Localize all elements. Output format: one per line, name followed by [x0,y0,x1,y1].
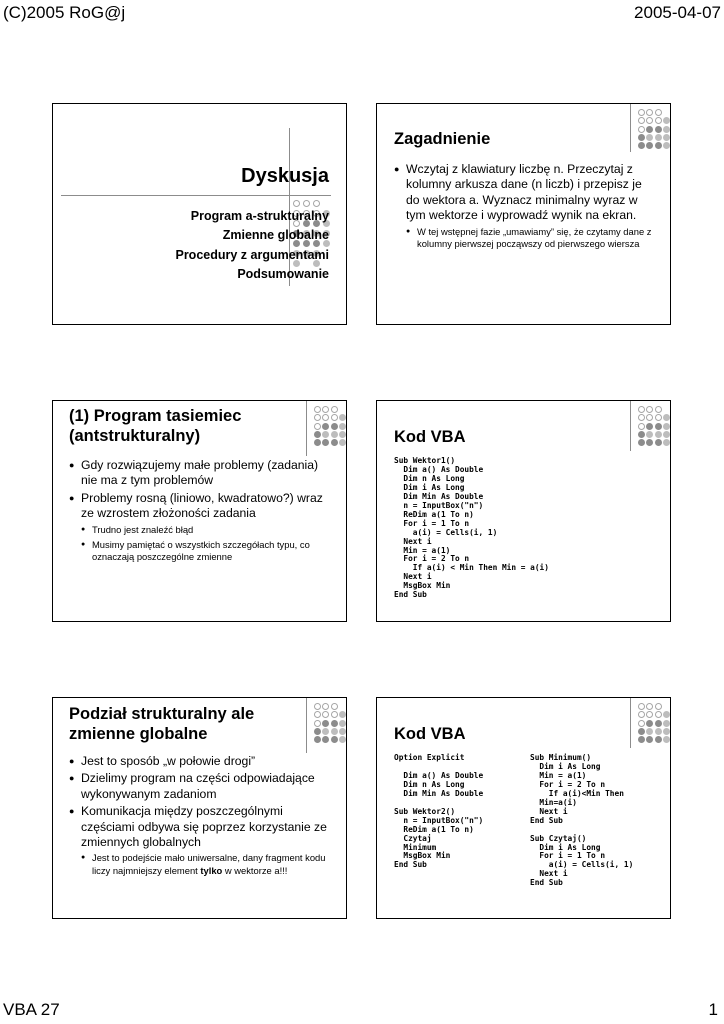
decorative-dot [314,439,321,446]
decorative-dot [646,142,653,149]
decorative-dot [339,423,346,430]
decorative-dot [331,736,338,743]
page-header-right: 2005-04-07 [634,3,721,22]
decorative-dot-grid [314,406,345,445]
decorative-dot [322,720,329,727]
decorative-dot [663,423,670,430]
decorative-dot [655,423,662,430]
decorative-dot [655,117,662,124]
decorative-dot [638,728,645,735]
decorative-dot [638,736,645,743]
slide-title-line: (1) Program tasiemiec [69,407,242,425]
decorative-dot [638,117,645,124]
decorative-dot [331,703,338,710]
decorative-dot [655,126,662,133]
decorative-dot [646,431,653,438]
decorative-dot [663,117,670,124]
decorative-dot [339,414,346,421]
decorative-dot [322,439,329,446]
decorative-dot [655,406,662,413]
decorative-dot [638,423,645,430]
decorative-dot [331,711,338,718]
decorative-dot [646,439,653,446]
page-header-left: (C)2005 RoG@j [3,3,126,22]
bullet-list [69,458,333,566]
decorative-dot [646,406,653,413]
agenda-item: Program a-strukturalny [190,209,329,223]
decorative-dot [331,431,338,438]
sub-bullet-list [81,852,333,876]
decorative-dot [322,406,329,413]
decorative-dot [638,703,645,710]
decorative-dot [331,728,338,735]
decorative-dot [646,134,653,141]
decorative-dot [655,720,662,727]
agenda-item: Zmienne globalne [222,228,329,243]
decorative-dot [663,431,670,438]
decorative-dot [663,736,670,743]
slide-title: Zagadnienie [394,130,491,148]
decorative-dot [331,720,338,727]
slide-title: Dyskusja [241,165,329,187]
decorative-dot [314,703,321,710]
decorative-dot [663,414,670,421]
decorative-dot [663,720,670,727]
bullet-item: ● Dzielimy program na części odpowiadające wykonywanym zadaniom [69,771,333,802]
decorative-dot [655,711,662,718]
decorative-dot [663,134,670,141]
code-block: Sub Wektor1() Dim a() As Double Dim n As Long Dim i As Long Dim Min As Double n = InputBox("n") ReDim a(1 To n) For i = 1 To n a(i) = Cells(i, 1) Next i Min = a(1) For i = 2 To n If a(i) < Min Then Min = a(i) Next i MsgBox Min End Sub [394,456,549,600]
emphasis-text: tylko [200,864,223,876]
decorative-dot [322,431,329,438]
decorative-dot-grid [638,703,669,742]
sub-bullet-item: ● Musimy pamiętać o wszystkich szczegółach typu, co oznaczają poszczególne zmienne [81,539,333,563]
decorative-dot [339,703,346,710]
decorative-dot [322,711,329,718]
decorative-dot-grid [314,703,345,742]
decorative-dot [314,728,321,735]
decorative-dot [339,720,346,727]
code-block-left: Option Explicit Dim a() As Double Dim n As Long Dim Min As Double Sub Wektor2() n = InputBox("n") ReDim a(1 To n) Czytaj Minimum MsgBox Min End Sub [394,753,484,870]
decorative-dot [322,414,329,421]
bullet-text: Komunikacja między poszczególnymi częściami odbywa się poprzez korzystanie ze zmiennych globalnych [81,804,327,850]
sub-bullet-item: ● W tej wstępnej fazie „umawiamy” się, że czytamy dane z kolumny pierwszej począwszy od pierwszego wiersza [406,226,654,250]
decorative-dot [303,200,310,207]
decorative-dot [638,414,645,421]
decorative-dot [339,406,346,413]
agenda-item: Procedury z argumentami [175,247,329,262]
decorative-dot [638,711,645,718]
slide-divider-vertical [630,104,631,152]
bullet-item: ● Jest to sposób „w połowie drogi” [69,754,333,769]
decorative-dot [331,414,338,421]
decorative-dot [663,126,670,133]
bullet-list [394,162,654,253]
decorative-dot [339,736,346,743]
decorative-dot [314,736,321,743]
slide-title [69,704,254,744]
decorative-dot [638,142,645,149]
decorative-dot [655,736,662,743]
sub-bullet-list [406,226,654,250]
bullet-item: ● Gdy rozwiązujemy małe problemy (zadania) nie ma z tym problemów [69,458,333,489]
decorative-dot [663,728,670,735]
slide-6-kod-vba [376,697,671,919]
decorative-dot [638,134,645,141]
decorative-dot [638,439,645,446]
slide-divider-vertical [306,401,307,456]
decorative-dot [314,414,321,421]
bullet-item [69,491,333,563]
decorative-dot [638,720,645,727]
decorative-dot [314,423,321,430]
agenda-list [175,207,329,285]
decorative-dot-grid [638,109,669,148]
decorative-dot [339,431,346,438]
decorative-dot [655,109,662,116]
decorative-dot [314,711,321,718]
decorative-dot [655,728,662,735]
decorative-dot [646,126,653,133]
decorative-dot [339,728,346,735]
decorative-dot [655,414,662,421]
decorative-dot [646,414,653,421]
decorative-dot [646,720,653,727]
decorative-dot [638,406,645,413]
slide-4-kod-vba [376,400,671,622]
decorative-dot [322,423,329,430]
decorative-dot [663,142,670,149]
slide-1-dyskusja [52,103,347,325]
decorative-dot [322,703,329,710]
decorative-dot [339,711,346,718]
bullet-text: Wczytaj z klawiatury liczbę n. Przeczytaj z kolumny arkusza dane (n liczb) i przepisz je do wektora a. Wyznacz minimalny wyraz w tym wektorze i wyprowadź wynik na ekran. [406,162,642,223]
decorative-dot [663,711,670,718]
decorative-dot [314,431,321,438]
decorative-dot [323,200,330,207]
decorative-dot [646,109,653,116]
decorative-dot [339,439,346,446]
bullet-text: Problemy rosną (liniowo, kwadratowo?) wraz ze wzrostem złożoności zadania [81,490,323,521]
decorative-dot [663,109,670,116]
decorative-dot [646,117,653,124]
decorative-dot [646,736,653,743]
slide-title: Kod VBA [394,428,466,446]
slide-title-line: Podział strukturalny ale [69,705,255,723]
slide-divider-vertical [630,401,631,451]
decorative-dot [655,142,662,149]
code-block-right: Sub Minimum() Dim i As Long Min = a(1) For i = 2 To n If a(i)<Min Then Min=a(i) Next i End Sub Sub Czytaj() Dim i As Long For i = 1 To n a(i) = Cells(i, 1) Next i End Sub [530,753,634,888]
decorative-dot [655,431,662,438]
slide-divider-vertical [630,698,631,748]
sub-bullet-item [81,852,333,876]
decorative-dot [313,200,320,207]
slide-5-podzial-strukturalny [52,697,347,919]
page-footer-left: VBA 27 [3,1000,60,1019]
slide-divider-horizontal [61,195,331,196]
bullet-item [69,804,333,877]
decorative-dot [638,109,645,116]
sub-bullet-text: w wektorze a!!! [222,864,288,876]
slide-divider-vertical [306,698,307,753]
decorative-dot [646,423,653,430]
bullet-list [69,754,333,880]
sub-bullet-list [81,524,333,564]
bullet-item [394,162,654,250]
decorative-dot [331,423,338,430]
sub-bullet-text: Jest to podejście mało uniwersalne, dany fragment kodu liczy najmniejszy element [92,852,326,876]
decorative-dot [646,703,653,710]
decorative-dot [322,736,329,743]
decorative-dot [655,439,662,446]
decorative-dot [646,711,653,718]
decorative-dot [638,126,645,133]
slide-title: Kod VBA [394,725,466,743]
decorative-dot [663,406,670,413]
decorative-dot [655,134,662,141]
decorative-dot [331,439,338,446]
decorative-dot [663,439,670,446]
decorative-dot [322,728,329,735]
agenda-item: Podsumowanie [237,267,329,282]
decorative-dot [314,720,321,727]
decorative-dot [655,703,662,710]
decorative-dot-grid [638,406,669,445]
page-footer-right: 1 [708,1000,718,1019]
slide-title-line: (antstrukturalny) [69,427,201,445]
slide-2-zagadnienie [376,103,671,325]
slide-title-line: zmienne globalne [69,725,208,743]
decorative-dot [646,728,653,735]
decorative-dot [663,703,670,710]
slide-title [69,406,241,446]
decorative-dot [314,406,321,413]
slide-3-program-tasiemiec [52,400,347,622]
sub-bullet-item: ● Trudno jest znaleźć błąd [81,524,333,536]
decorative-dot [638,431,645,438]
decorative-dot [331,406,338,413]
decorative-dot [293,200,300,207]
